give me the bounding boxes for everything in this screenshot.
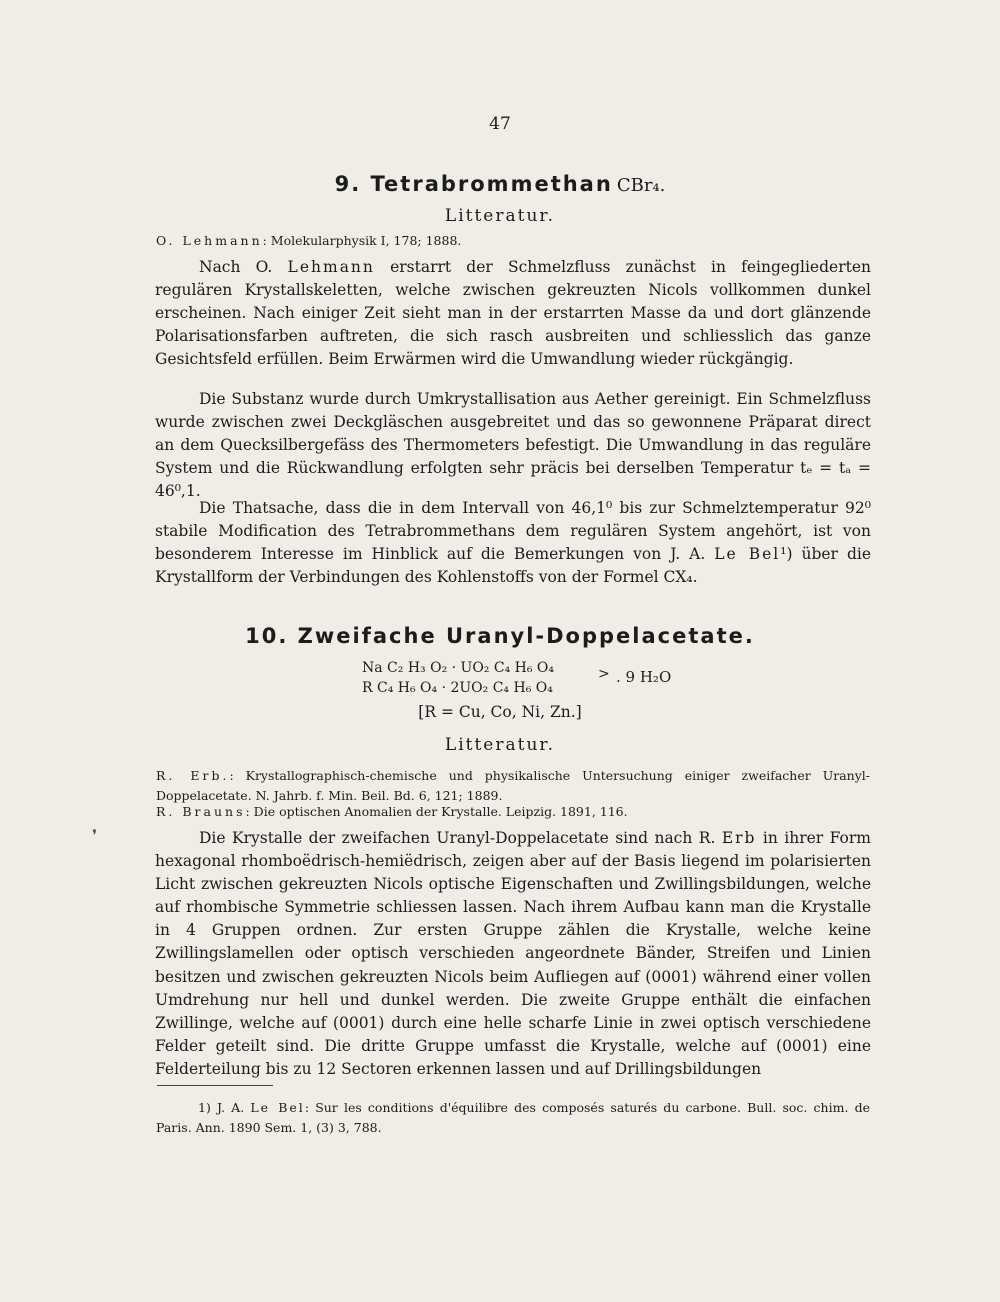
formula-line: Na C₂ H₃ O₂ · UO₂ C₄ H₆ O₄ xyxy=(362,660,555,676)
author-name: Le Bel xyxy=(714,545,781,564)
formula-water: . 9 H₂O xyxy=(616,668,672,686)
paragraph: Die Substanz wurde durch Umkrystallisation aus Aether gereinigt. Ein Schmelzfluss wurde zwischen zwei Deckgläschen ausgebreitet und das so gewonnene Präparat direct an dem Quecksilbergefäss des Thermometers befestigt. Die Umwandlung in das reguläre System und die Rückwandlung erfolgten sehr präcis bei derselben Temperatur tₑ = tₐ = 46⁰,1. xyxy=(155,390,871,501)
text-run: 1) J. A. xyxy=(198,1100,251,1115)
margin-mark: ❜ xyxy=(92,826,98,845)
page-number: 47 xyxy=(489,114,511,134)
reference-author: O. Lehmann xyxy=(156,233,263,248)
footnote-rule xyxy=(157,1085,273,1086)
formula-line: R C₄ H₆ O₄ · 2UO₂ C₄ H₆ O₄ xyxy=(362,680,553,696)
formula-block xyxy=(362,658,672,698)
brace-symbol: > xyxy=(598,666,610,682)
reference-text: : Molekularphysik I, 178; 1888. xyxy=(262,233,462,248)
section-heading-9 xyxy=(0,172,1000,196)
reference-entry xyxy=(156,766,870,806)
reference-text: : Krystallographisch-chemische und physikalische Untersuchung einiger zweifacher Uranyl-Doppelacetate. N. Jahrb. f. Min. Beil. Bd. 6, 121; 1889. xyxy=(156,768,870,803)
reference-entry xyxy=(156,231,870,251)
formula-substituents: [R = Cu, Co, Ni, Zn.] xyxy=(418,703,582,721)
reference-author: R. Erb. xyxy=(156,768,230,783)
litteratur-heading: Litteratur. xyxy=(444,206,556,226)
chemical-formula: CBr₄. xyxy=(616,175,666,196)
text-run: Nach O. xyxy=(199,258,288,276)
text-run: erstarrt der Schmelzfluss zunächst in feingegliederten regulären Krystallskeletten, welche zwischen gekreuzten Nicols vollkommen dunkel erscheinen. Nach einiger Zeit sieht man in der erstarrten Masse da und dort glänzende Polarisationsfarben auftreten, die sich rasch ausbreiten und schliesslich das ganze Gesichtsfeld erfüllen. Beim Erwärmen wird die Umwandlung wieder rückgängig. xyxy=(155,258,871,369)
text-run: Die Thatsache, dass die in dem Intervall von 46,1⁰ bis zur Schmelztemperatur 92⁰ stabile Modification des Tetrabrommethans dem regulären System angehört, ist von besonderem Interesse im Hinblick auf die Bemerkungen von J. A. xyxy=(155,499,871,564)
reference-author: R. Brauns xyxy=(156,804,246,819)
author-name: Erb xyxy=(721,829,757,847)
author-name: Le Bel xyxy=(250,1100,305,1115)
text-run: : Sur les conditions d'équilibre des composés saturés du carbone. Bull. soc. chim. de Paris. Ann. 1890 Sem. 1, (3) 3, 788. xyxy=(156,1100,870,1135)
text-run: Die Krystalle der zweifachen Uranyl-Doppelacetate sind nach R. xyxy=(199,829,722,847)
reference-entry xyxy=(156,802,870,822)
reference-text: : Die optischen Anomalien der Krystalle. Leipzig. 1891, 116. xyxy=(245,804,628,819)
text-run: in ihrer Form hexagonal rhomboëdrisch-hemiëdrisch, zeigen aber auf der Basis liegend im polarisierten Licht zwischen gekreuzten Nicols optische Eigenschaften und Zwillingsbildungen, welche auf rhombische Symmetrie schliessen lassen. Nach ihrem Aufbau kann man die Krystalle in 4 Gruppen ordnen. Zur ersten Gruppe zählen die Krystalle, welche keine Zwillingslamellen oder optisch verschieden angeordnete Bänder, Streifen und Linien besitzen und zwischen gekreuzten Nicols beim Aufliegen auf (0001) während einer vollen Umdrehung nur hell und dunkel werden. Die zweite Gruppe enthält die einfachen Zwillinge, welche auf (0001) durch eine helle scharfe Linie in zwei optisch verschiedene Felder geteilt sind. Die dritte Gruppe umfasst die Krystalle, welche auf (0001) eine Felderteilung bis zu 12 Sectoren erkennen lassen und auf Drillingsbildungen xyxy=(155,829,871,1078)
footnote xyxy=(156,1098,870,1138)
section-title: 9. Tetrabrommethan xyxy=(334,172,613,196)
text-run: ¹) über die Krystallform der Verbindungen des Kohlenstoffs von der Formel CX₄. xyxy=(155,545,872,587)
author-name: Lehmann xyxy=(287,258,375,276)
paragraph xyxy=(155,497,871,589)
litteratur-heading: Litteratur. xyxy=(444,735,556,755)
paragraph xyxy=(155,256,871,371)
section-heading-10: 10. Zweifache Uranyl-Doppelacetate. xyxy=(245,624,755,648)
paragraph xyxy=(155,827,871,1081)
